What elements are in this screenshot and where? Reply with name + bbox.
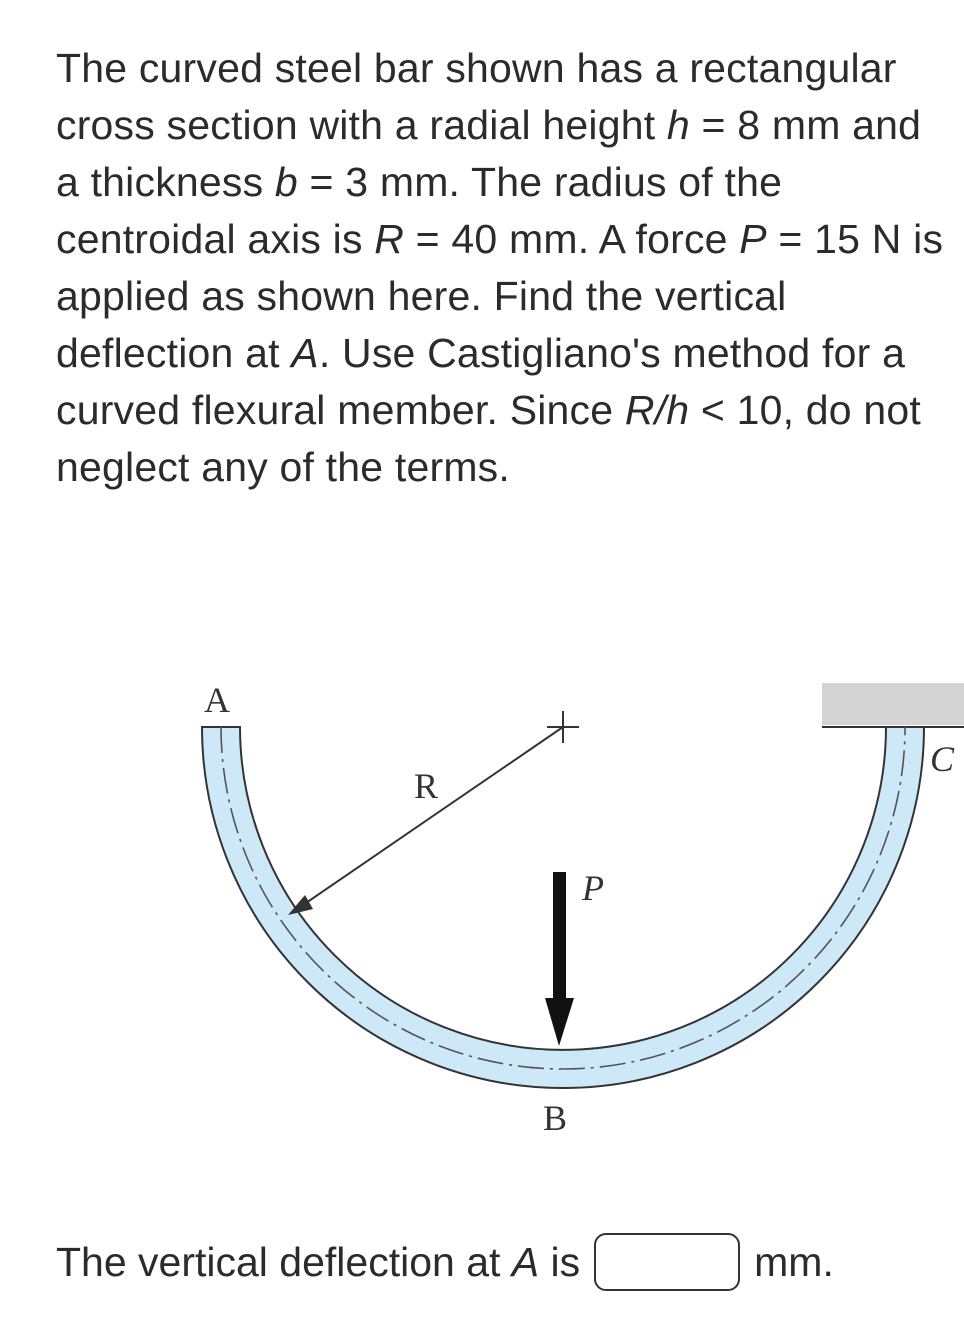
problem-text-4: = 40 mm. A force	[404, 216, 740, 262]
radius-line	[303, 727, 563, 905]
symbol-R: R	[374, 216, 405, 262]
load-arrow-shaft	[553, 872, 566, 1000]
problem-statement	[56, 40, 946, 496]
problem-text-1: The curved steel bar shown has a rectangular cross section with a radial height	[56, 45, 897, 148]
symbol-R-over-h: R/h	[624, 387, 690, 433]
curved-bar-figure	[0, 660, 964, 1160]
problem-text-2: = 8 mm and a thickness	[56, 102, 922, 205]
load-arrowhead	[545, 998, 574, 1046]
symbol-P: P	[739, 216, 767, 262]
problem-text-6: . Use Castigliano's method for a curved flexural member. Since	[56, 330, 906, 433]
answer-prefix: The vertical deflection at	[56, 1239, 512, 1285]
symbol-b: b	[274, 159, 298, 205]
label-R: R	[414, 766, 439, 806]
answer-unit: mm.	[754, 1239, 834, 1285]
label-C: C	[930, 739, 955, 779]
label-P: P	[582, 868, 604, 908]
answer-var-A: A	[511, 1239, 540, 1285]
symbol-h: h	[666, 102, 690, 148]
problem-text-5: = 15 N is applied as shown here. Find the vertical deflection at	[56, 216, 944, 376]
label-B: B	[543, 1098, 568, 1138]
answer-input[interactable]	[594, 1233, 740, 1291]
answer-row	[56, 1232, 834, 1292]
wall-support	[822, 683, 964, 725]
symbol-A: A	[291, 330, 319, 376]
problem-text-3: = 3 mm. The radius of the centroidal axis is	[56, 159, 783, 262]
problem-text-7: < 10, do not neglect any of the terms.	[56, 387, 921, 490]
answer-middle: is	[539, 1239, 581, 1285]
label-A: A	[204, 680, 230, 720]
